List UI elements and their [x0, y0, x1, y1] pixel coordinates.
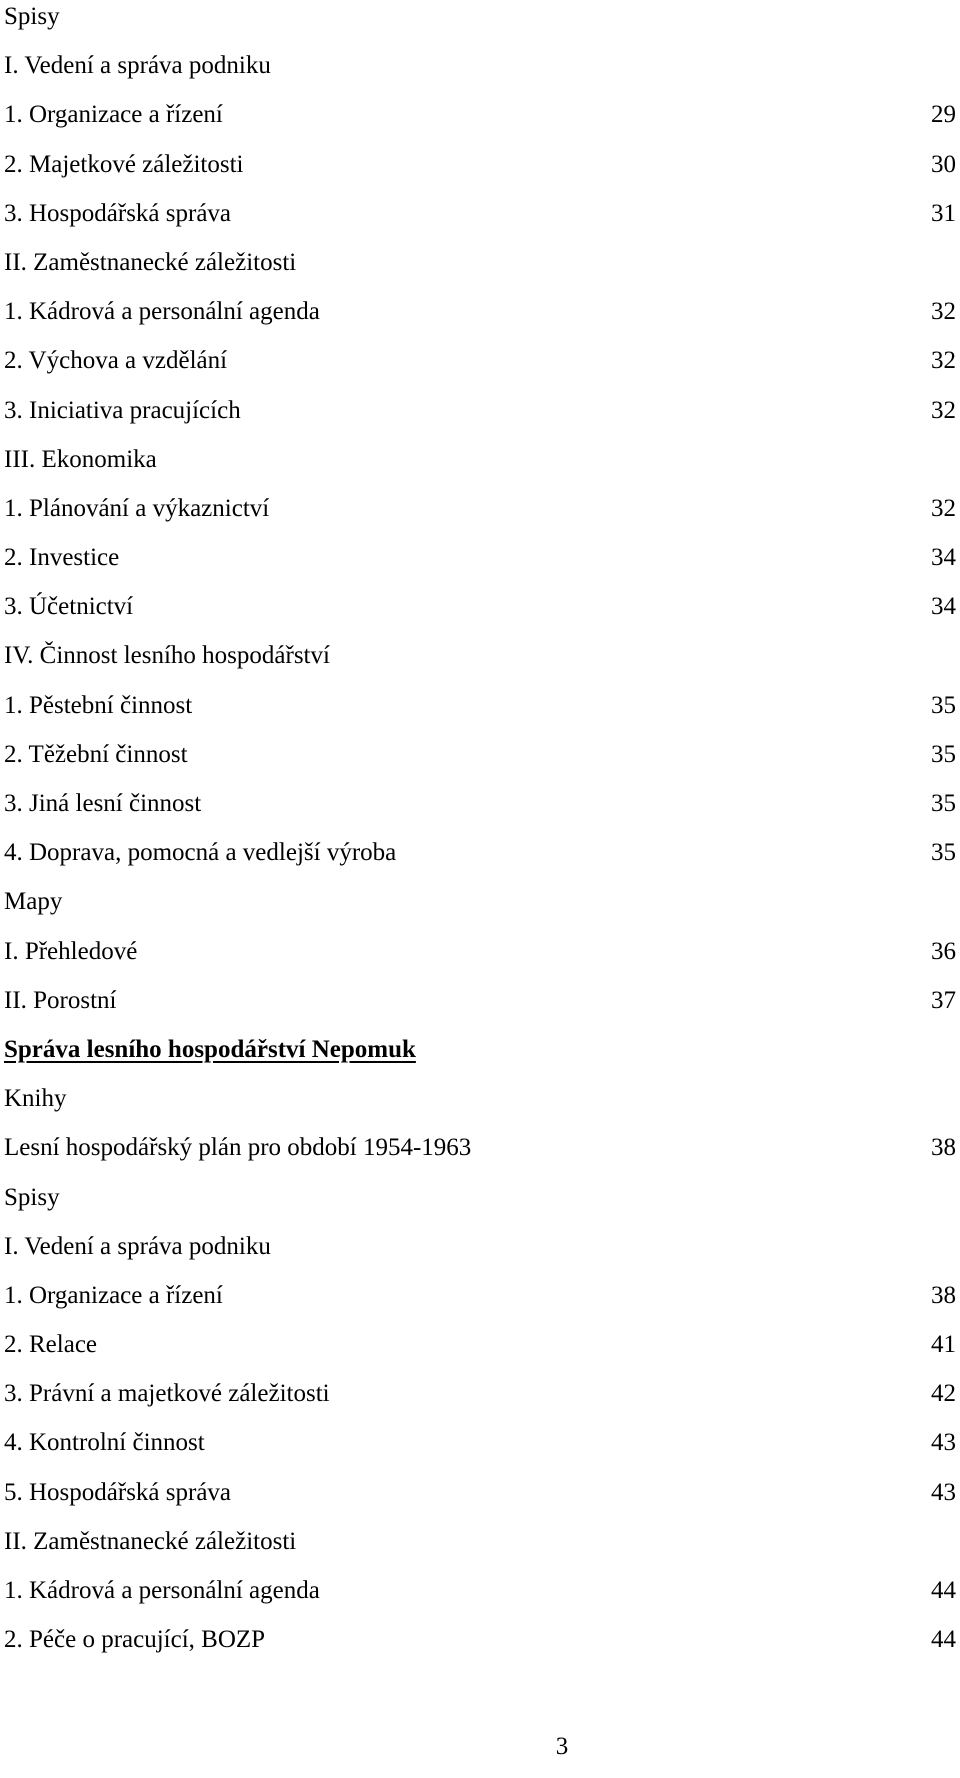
toc-section-heading: [4, 1030, 956, 1079]
toc-entry-label: 1. Organizace a řízení: [4, 1281, 223, 1309]
toc-entry: [4, 292, 956, 341]
toc-entry-label: I. Vedení a správa podniku: [4, 52, 271, 80]
toc-entry-page: 44: [931, 1626, 956, 1654]
toc-entry-page: 35: [931, 740, 956, 768]
toc-entry-page: 35: [931, 839, 956, 867]
toc-entry: [4, 833, 956, 882]
toc-entry: [4, 46, 956, 95]
toc-entry: [4, 243, 956, 292]
toc-entry: [4, 1227, 956, 1276]
toc-entry-page: 29: [931, 101, 956, 129]
toc-entry-label: 3. Jiná lesní činnost: [4, 790, 202, 817]
toc-entry: [4, 1276, 956, 1325]
toc-entry-page: 41: [931, 1331, 956, 1359]
toc-entry-label: Spisy: [4, 3, 60, 30]
toc-entry: [4, 587, 956, 636]
toc-entry: [4, 1374, 956, 1423]
toc-entry: [4, 194, 956, 243]
toc-entry: [4, 981, 956, 1030]
toc-entry-page: 44: [931, 1577, 956, 1604]
toc-entry-label: 2. Výchova a vzdělání: [4, 347, 228, 375]
toc-entry-label: 2. Těžební činnost: [4, 740, 188, 768]
toc-entry: [4, 882, 956, 931]
toc-entry-label: 1. Organizace a řízení: [4, 101, 223, 129]
page-number: 3: [555, 1733, 569, 1760]
toc-entry-label: 3. Iniciativa pracujících: [4, 396, 241, 424]
toc-entry-label: Mapy: [4, 888, 63, 916]
toc-entry-label: 3. Hospodářská správa: [4, 199, 232, 227]
toc-entry-label: 1. Pěstební činnost: [4, 691, 193, 719]
toc-entry-page: 32: [931, 396, 956, 424]
toc-entry-label: Lesní hospodářský plán pro období 1954-1963: [4, 1134, 472, 1162]
toc-entry-label: 4. Doprava, pomocná a vedlejší výroba: [4, 839, 397, 867]
toc-entry: [4, 784, 956, 833]
toc-entry: [4, 95, 956, 144]
toc-entry-label: Správa lesního hospodářství Nepomuk: [4, 1035, 416, 1063]
toc-entry: [4, 735, 956, 784]
toc-entry-page: 38: [931, 1281, 956, 1309]
toc-entry-page: 34: [931, 593, 956, 621]
toc-entry-label: 2. Relace: [4, 1331, 98, 1359]
toc-entry: [4, 489, 956, 538]
toc-entry-page: 38: [931, 1134, 956, 1162]
toc-entry-label: IV. Činnost lesního hospodářství: [4, 642, 330, 670]
toc-entry-label: II. Zaměstnanecké záležitosti: [4, 248, 297, 276]
toc-entry-label: II. Porostní: [4, 986, 117, 1014]
toc-entry-page: 43: [931, 1429, 956, 1457]
toc-entry-page: 37: [931, 986, 956, 1014]
toc-entry-label: II. Zaměstnanecké záležitosti: [4, 1527, 297, 1555]
toc-entry-label: 2. Péče o pracující, BOZP: [4, 1626, 266, 1654]
toc-entry-label: 2. Majetkové záležitosti: [4, 150, 244, 178]
toc-entry-label: 1. Kádrová a personální agenda: [4, 1577, 320, 1604]
toc-entry-label: 3. Právní a majetkové záležitosti: [4, 1380, 330, 1408]
toc-entry: [4, 1178, 956, 1227]
table-of-contents: [4, 0, 956, 1669]
toc-entry: [4, 686, 956, 735]
toc-entry: [4, 932, 956, 981]
toc-entry: [4, 1473, 956, 1522]
toc-entry-label: Knihy: [4, 1085, 67, 1113]
toc-entry-page: 43: [931, 1478, 956, 1506]
toc-entry-label: 5. Hospodářská správa: [4, 1478, 232, 1506]
toc-entry: [4, 1128, 956, 1177]
toc-entry-page: 32: [931, 298, 956, 326]
toc-entry-page: 34: [931, 544, 956, 572]
toc-entry: [4, 341, 956, 390]
toc-entry-page: 30: [931, 150, 956, 178]
toc-entry-page: 32: [931, 494, 956, 522]
toc-entry: [4, 1423, 956, 1472]
toc-entry: [4, 1571, 956, 1620]
toc-entry: [4, 538, 956, 587]
toc-entry-label: 2. Investice: [4, 544, 120, 572]
toc-entry: [4, 1325, 956, 1374]
toc-entry: [4, 145, 956, 194]
toc-entry-page: 31: [931, 199, 956, 227]
toc-entry-label: 1. Plánování a výkaznictví: [4, 494, 270, 522]
toc-entry: [4, 0, 956, 46]
toc-entry-label: 4. Kontrolní činnost: [4, 1429, 205, 1457]
toc-entry-page: 35: [931, 691, 956, 719]
toc-entry-label: I. Vedení a správa podniku: [4, 1232, 271, 1260]
toc-entry-page: 32: [931, 347, 956, 375]
toc-entry: [4, 440, 956, 489]
toc-entry-label: 1. Kádrová a personální agenda: [4, 298, 320, 326]
toc-entry-label: 3. Účetnictví: [4, 593, 134, 621]
toc-entry-label: III. Ekonomika: [4, 445, 157, 473]
toc-entry: [4, 391, 956, 440]
toc-entry-page: 35: [931, 790, 956, 817]
toc-entry: [4, 1079, 956, 1128]
toc-entry-label: Spisy: [4, 1183, 60, 1211]
toc-entry: [4, 636, 956, 685]
toc-entry-page: 36: [931, 937, 956, 965]
toc-entry: [4, 1522, 956, 1571]
toc-entry-page: 42: [931, 1380, 956, 1408]
toc-entry: [4, 1620, 956, 1669]
toc-entry-label: I. Přehledové: [4, 937, 138, 965]
